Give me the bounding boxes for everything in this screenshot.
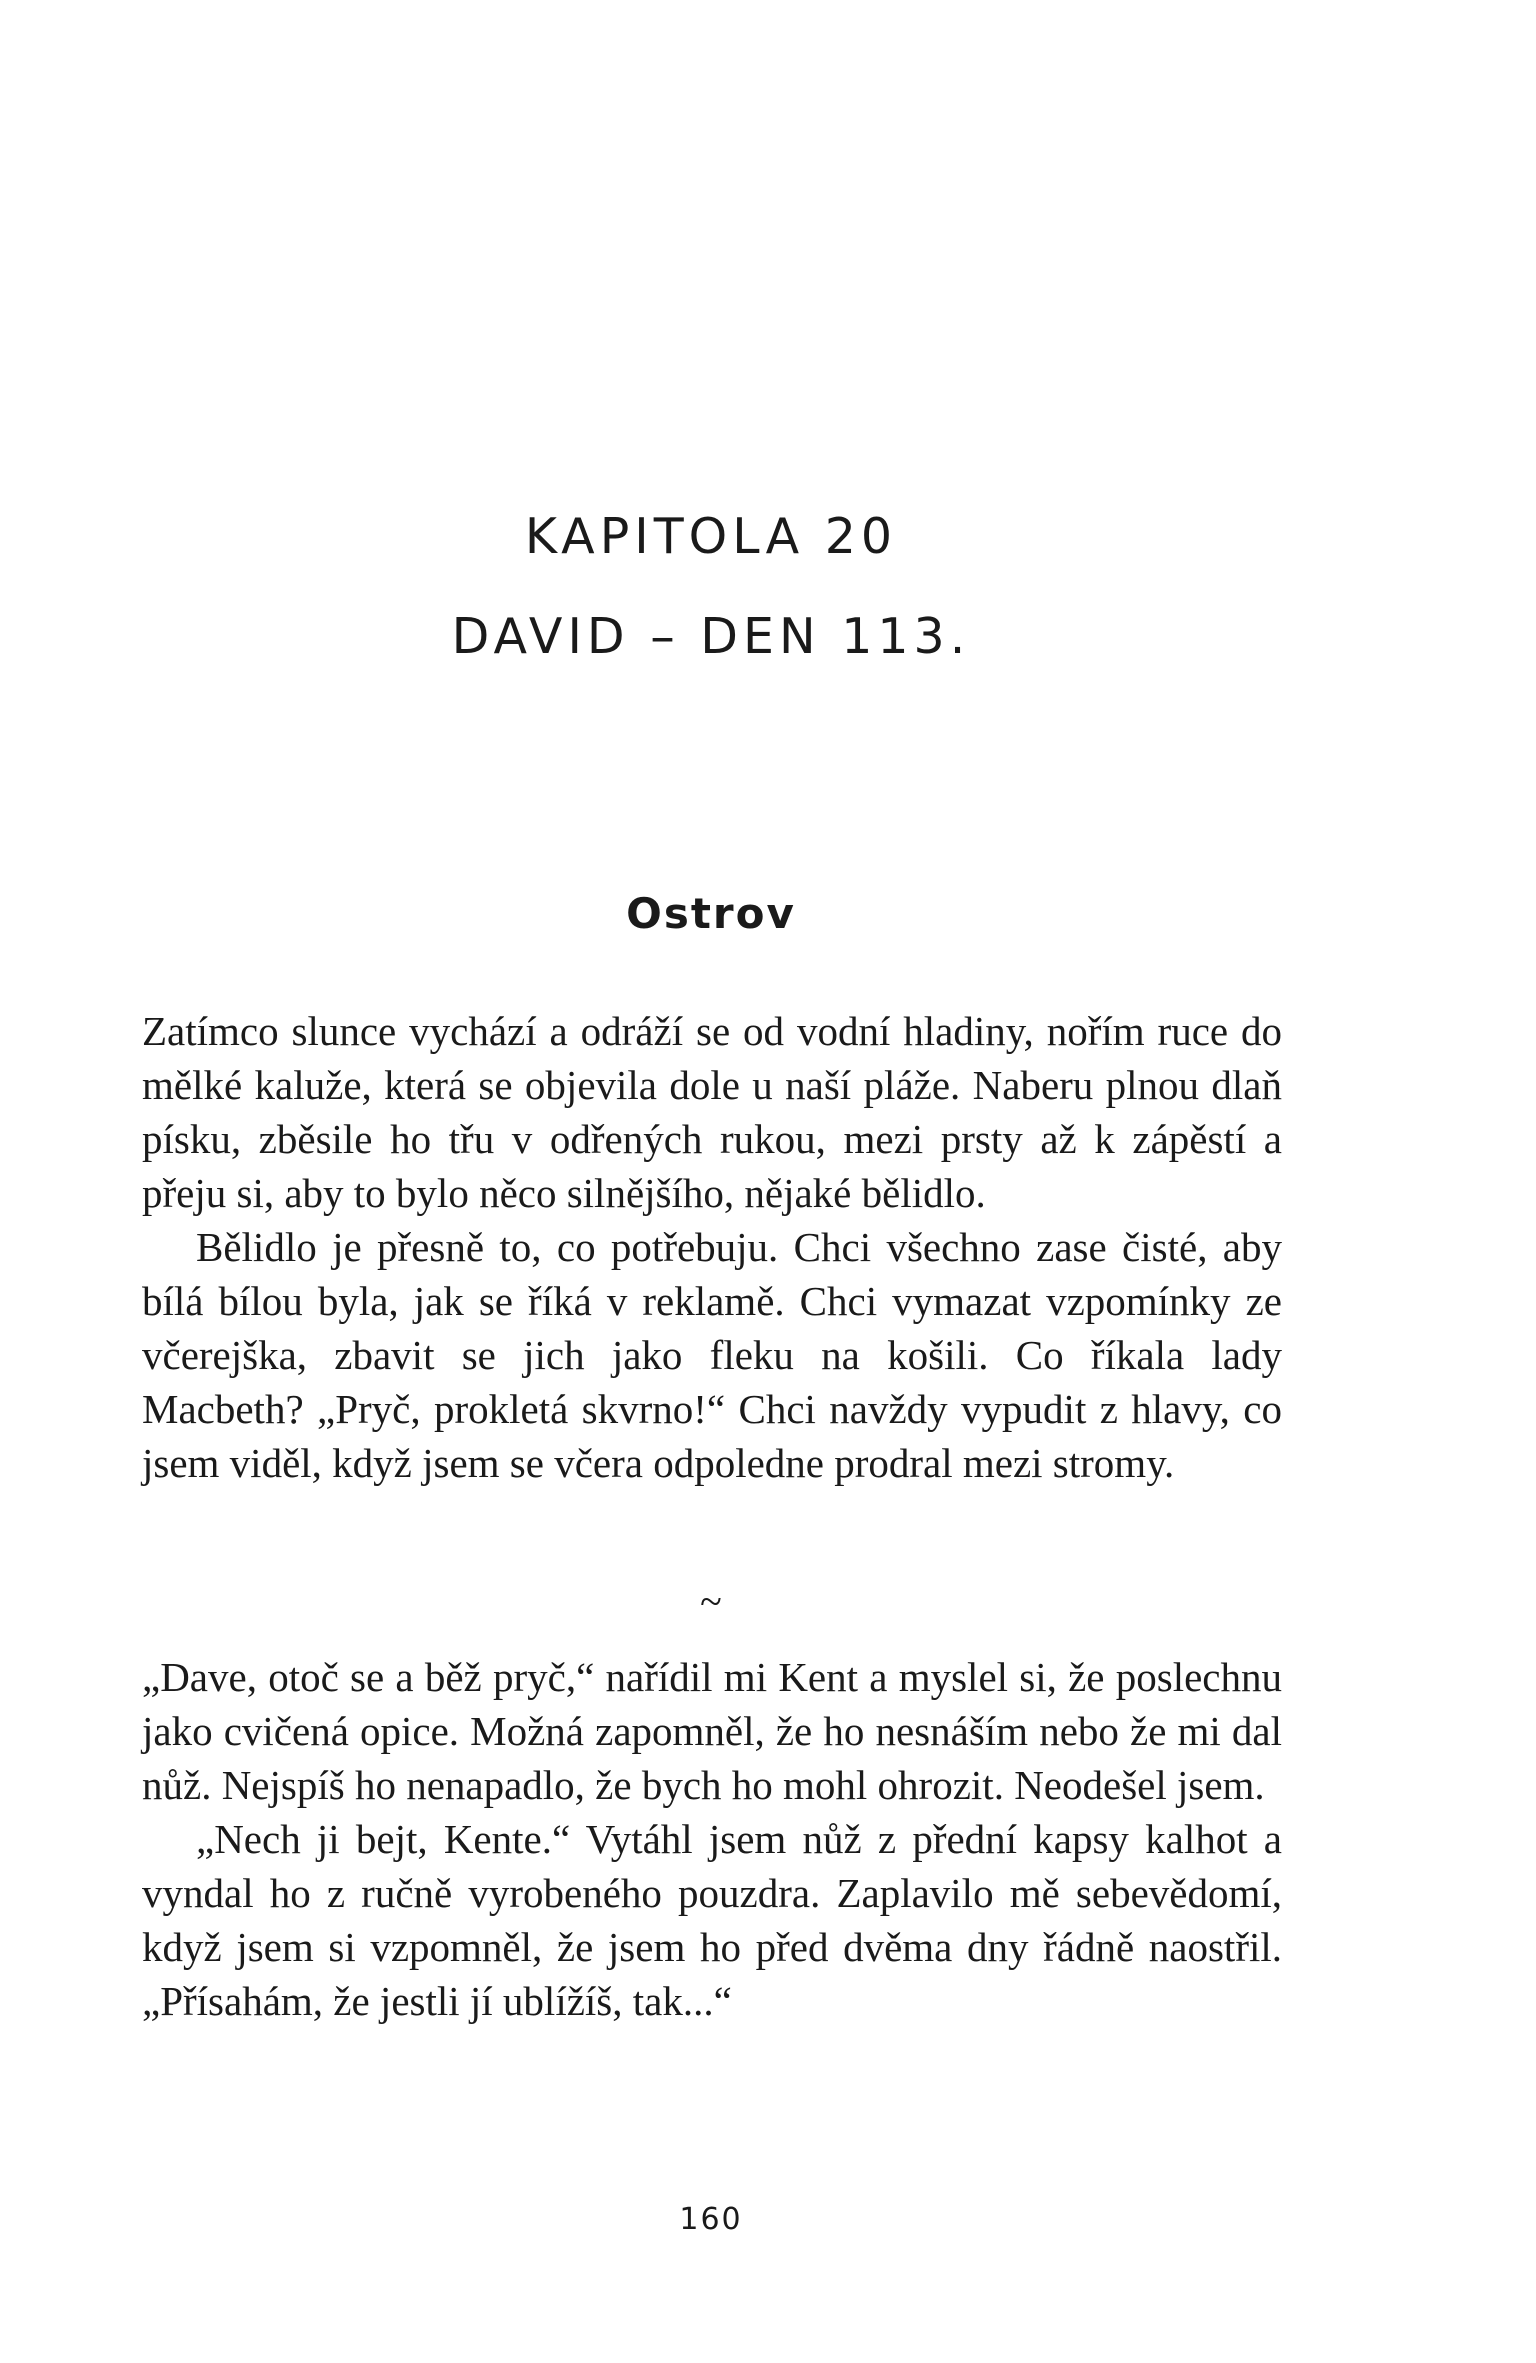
section-title: Ostrov: [626, 889, 796, 938]
section-separator: ~: [700, 1579, 722, 1624]
body-text-part-2: [142, 1650, 1282, 2028]
chapter-number: KAPITOLA 20: [524, 508, 898, 565]
body-text-part-1: [142, 1004, 1282, 1490]
paragraph: Zatímco slunce vychází a odráží se od vodní hladiny, nořím ruce do mělké kaluže, která se objevila dole u naší pláže. Naberu plnou dlaň písku, zběsile ho třu v odřených rukou, mezi prsty až k zápěstí a přeju si, aby to bylo něco silnějšího, nějaké bělidlo.: [142, 1008, 1282, 1216]
paragraph: „Dave, otoč se a běž pryč,“ nařídil mi Kent a myslel si, že poslechnu jako cvičená opice. Možná zapomněl, že ho nesnáším nebo že mi dal nůž. Nejspíš ho nenapadlo, že bych ho mohl ohrozit. Neodešel jsem.: [142, 1654, 1282, 1808]
paragraph: Bělidlo je přesně to, co potřebuju. Chci všechno zase čisté, aby bílá bílou byla, jak se říká v reklamě. Chci vymazat vzpomínky ze včerejška, zbavit se jich jako fleku na košili. Co říkala lady Macbeth? „Pryč, prokletá skvrno!“ Chci navždy vypudit z hlavy, co jsem viděl, když jsem se včera odpoledne prodral mezi stromy.: [142, 1224, 1282, 1486]
paragraph: „Nech ji bejt, Kente.“ Vytáhl jsem nůž z přední kapsy kalhot a vyndal ho z ručně vyrobeného pouzdra. Zaplavilo mě sebevědomí, když jsem si vzpomněl, že jsem ho před dvěma dny řádně naostřil. „Přísahám, že jestli jí ublížíš, tak...“: [142, 1816, 1282, 2024]
chapter-subtitle: DAVID – DEN 113.: [451, 608, 971, 665]
page-number: 160: [679, 2202, 743, 2237]
